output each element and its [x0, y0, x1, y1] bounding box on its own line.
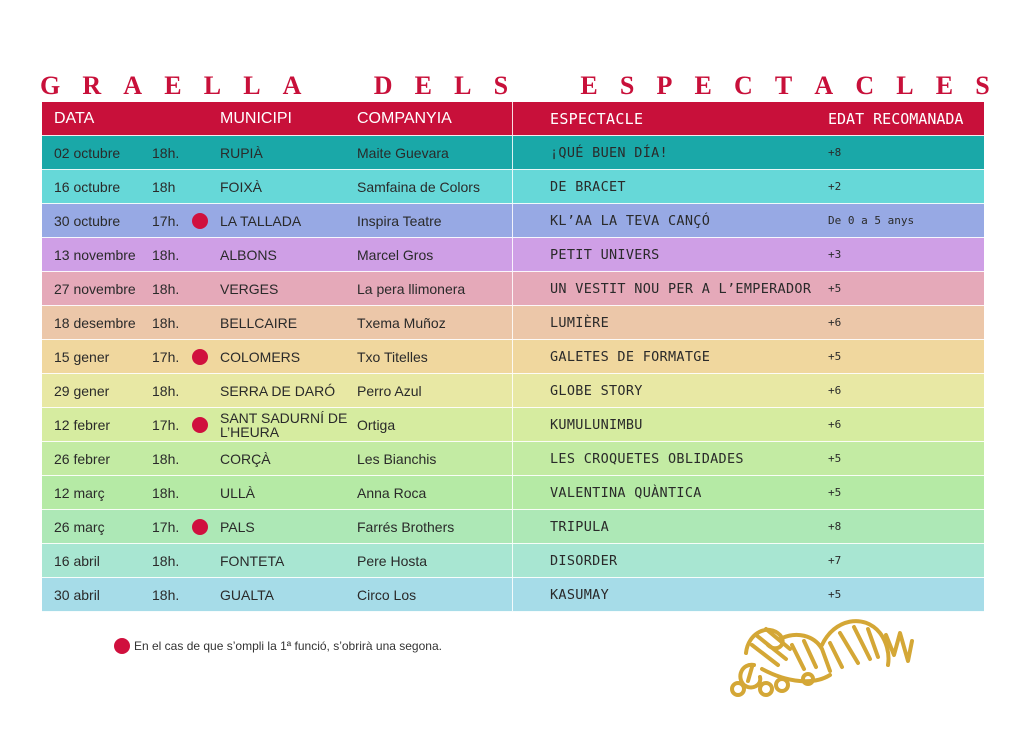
row-company: Txo Titelles	[357, 348, 428, 365]
second-show-dot-icon	[192, 510, 208, 543]
title-letter: S	[493, 71, 509, 100]
row-company: Circo Los	[357, 586, 417, 603]
row-age: +6	[828, 384, 842, 397]
column-divider	[512, 102, 513, 135]
schedule-table	[42, 102, 984, 612]
row-company: Ortiga	[357, 416, 396, 433]
row-show: PETIT UNIVERS	[550, 246, 660, 263]
table-row	[42, 204, 984, 238]
row-municipality: VERGES	[220, 280, 279, 297]
title-letter: G	[40, 71, 61, 100]
row-hour: 18h.	[152, 280, 180, 297]
row-municipality: COLOMERS	[220, 348, 301, 365]
column-divider	[512, 340, 513, 373]
row-age: +2	[828, 180, 842, 193]
row-date: 16 abril	[54, 552, 100, 569]
row-municipality: GUALTA	[220, 586, 274, 603]
dot-marker	[192, 349, 208, 365]
row-municipality: FOIXÀ	[220, 178, 263, 195]
row-show: GALETES DE FORMATGE	[550, 348, 711, 365]
row-date: 13 novembre	[54, 246, 136, 263]
row-date: 30 abril	[54, 586, 100, 603]
row-municipality: SERRA DE DARÓ	[220, 382, 336, 399]
row-company: Marcel Gros	[357, 246, 434, 263]
title-letter: E	[694, 71, 712, 100]
table-row	[42, 408, 984, 442]
row-hour: 18h.	[152, 314, 180, 331]
title-letter: A	[123, 71, 143, 100]
caterpillar-drawing-icon	[718, 605, 918, 700]
column-divider	[512, 272, 513, 305]
title-letter: T	[774, 71, 793, 100]
row-age: +6	[828, 418, 842, 431]
dot-marker	[192, 519, 208, 535]
header-date: DATA	[54, 109, 95, 127]
row-municipality: FONTETA	[220, 552, 285, 569]
title-letter: A	[282, 71, 302, 100]
row-hour: 18h.	[152, 552, 180, 569]
title-letter: L	[243, 71, 261, 100]
row-company: Les Bianchis	[357, 450, 437, 467]
table-row	[42, 374, 984, 408]
column-divider	[512, 170, 513, 203]
row-hour: 18h	[152, 178, 176, 195]
row-show: UN VESTIT NOU PER A L’EMPERADOR	[550, 280, 812, 297]
title-letter: L	[896, 71, 914, 100]
row-age: +5	[828, 452, 842, 465]
title-letter: E	[164, 71, 182, 100]
row-age: +7	[828, 554, 842, 567]
header-company: COMPANYIA	[357, 109, 452, 127]
table-row	[42, 544, 984, 578]
row-show: TRIPULA	[550, 518, 609, 535]
row-municipality: SANT SADURNÍ DE L’HEURA	[220, 409, 348, 440]
row-date: 02 octubre	[54, 144, 121, 161]
column-divider	[512, 238, 513, 271]
column-divider	[512, 544, 513, 577]
table-row	[42, 136, 984, 170]
row-age: +5	[828, 486, 842, 499]
title-letter: E	[414, 71, 432, 100]
row-company: Farrés Brothers	[357, 518, 455, 535]
row-age: +5	[828, 282, 842, 295]
row-date: 16 octubre	[54, 178, 121, 195]
title-letter: C	[855, 71, 875, 100]
title-letter: R	[82, 71, 102, 100]
row-company: Perro Azul	[357, 382, 422, 399]
row-company: Pere Hosta	[357, 552, 428, 569]
title-letter: L	[454, 71, 472, 100]
row-municipality: ALBONS	[220, 246, 277, 263]
row-hour: 18h.	[152, 144, 180, 161]
row-hour: 18h.	[152, 586, 180, 603]
row-hour: 18h.	[152, 450, 180, 467]
table-row	[42, 476, 984, 510]
title-letter: S	[975, 71, 990, 100]
dot-marker	[192, 417, 208, 433]
header-municipality: MUNICIPI	[220, 109, 292, 127]
row-hour: 18h.	[152, 484, 180, 501]
second-show-dot-icon	[192, 408, 208, 441]
row-show: DE BRACET	[550, 178, 626, 195]
column-divider	[512, 476, 513, 509]
row-hour: 17h.	[152, 212, 180, 229]
column-divider	[512, 442, 513, 475]
row-show: ¡QUÉ BUEN DÍA!	[550, 144, 668, 161]
title-letter: L	[203, 71, 222, 100]
row-company: Anna Roca	[357, 484, 427, 501]
row-municipality: LA TALLADA	[220, 212, 302, 229]
row-age: +3	[828, 248, 842, 261]
row-municipality: RUPIÀ	[220, 144, 263, 161]
row-date: 30 octubre	[54, 212, 121, 229]
table-header	[42, 102, 984, 136]
row-age: +5	[828, 588, 842, 601]
title-letter: D	[373, 71, 393, 100]
row-show: KUMULUNIMBU	[550, 416, 643, 433]
title-letter: C	[733, 71, 753, 100]
page-title	[40, 70, 990, 102]
header-age: EDAT RECOMANADA	[828, 109, 964, 128]
row-show: LUMIÈRE	[550, 314, 609, 331]
column-divider	[512, 136, 513, 169]
row-hour: 18h.	[152, 382, 180, 399]
row-show: GLOBE STORY	[550, 382, 643, 399]
title-letter: S	[619, 71, 635, 100]
legend-text: En el cas de que s’ompli la 1ª funció, s’obrirà una segona.	[134, 639, 442, 653]
row-hour: 17h.	[152, 416, 180, 433]
title-letter: E	[580, 71, 598, 100]
row-municipality: ULLÀ	[220, 484, 256, 501]
row-date: 15 gener	[54, 348, 110, 365]
title-letter: E	[935, 71, 954, 100]
row-show: KASUMAY	[550, 586, 609, 603]
row-date: 29 gener	[54, 382, 110, 399]
table-row	[42, 442, 984, 476]
column-divider	[512, 374, 513, 407]
table-row	[42, 306, 984, 340]
row-age: De 0 a 5 anys	[828, 214, 915, 227]
header-show: ESPECTACLE	[550, 109, 644, 128]
row-date: 26 març	[54, 518, 105, 535]
legend	[114, 638, 442, 654]
column-divider	[512, 204, 513, 237]
row-date: 18 desembre	[54, 314, 136, 331]
row-company: Samfaina de Colors	[357, 178, 480, 195]
row-municipality: CORÇÀ	[220, 450, 271, 467]
row-hour: 17h.	[152, 518, 180, 535]
second-show-dot-icon	[192, 204, 208, 237]
row-age: +8	[828, 146, 842, 159]
row-show: LES CROQUETES OBLIDADES	[550, 450, 744, 467]
row-show: VALENTINA QUÀNTICA	[550, 484, 702, 501]
row-hour: 17h.	[152, 348, 180, 365]
row-show: DISORDER	[550, 552, 618, 569]
table-row	[42, 340, 984, 374]
row-age: +5	[828, 350, 842, 363]
row-company: La pera llimonera	[357, 280, 466, 297]
row-company: Txema Muñoz	[357, 314, 446, 331]
row-date: 12 febrer	[54, 416, 111, 433]
row-company: Maite Guevara	[357, 144, 449, 161]
table-row	[42, 510, 984, 544]
row-municipality: PALS	[220, 518, 255, 535]
row-company: Inspira Teatre	[357, 212, 442, 229]
column-divider	[512, 578, 513, 611]
title-letter: A	[814, 71, 834, 100]
column-divider	[512, 408, 513, 441]
row-date: 26 febrer	[54, 450, 111, 467]
row-date: 12 març	[54, 484, 105, 501]
table-row	[42, 170, 984, 204]
row-date: 27 novembre	[54, 280, 136, 297]
second-show-dot-icon	[192, 340, 208, 373]
dot-marker	[192, 213, 208, 229]
second-show-dot-icon	[114, 638, 130, 654]
row-show: KL’AA LA TEVA CANÇÓ	[550, 212, 711, 229]
column-divider	[512, 306, 513, 339]
column-divider	[512, 510, 513, 543]
row-hour: 18h.	[152, 246, 180, 263]
row-municipality: BELLCAIRE	[220, 314, 298, 331]
row-age: +6	[828, 316, 842, 329]
title-letter: P	[656, 71, 673, 100]
table-row	[42, 238, 984, 272]
table-row	[42, 272, 984, 306]
row-age: +8	[828, 520, 842, 533]
